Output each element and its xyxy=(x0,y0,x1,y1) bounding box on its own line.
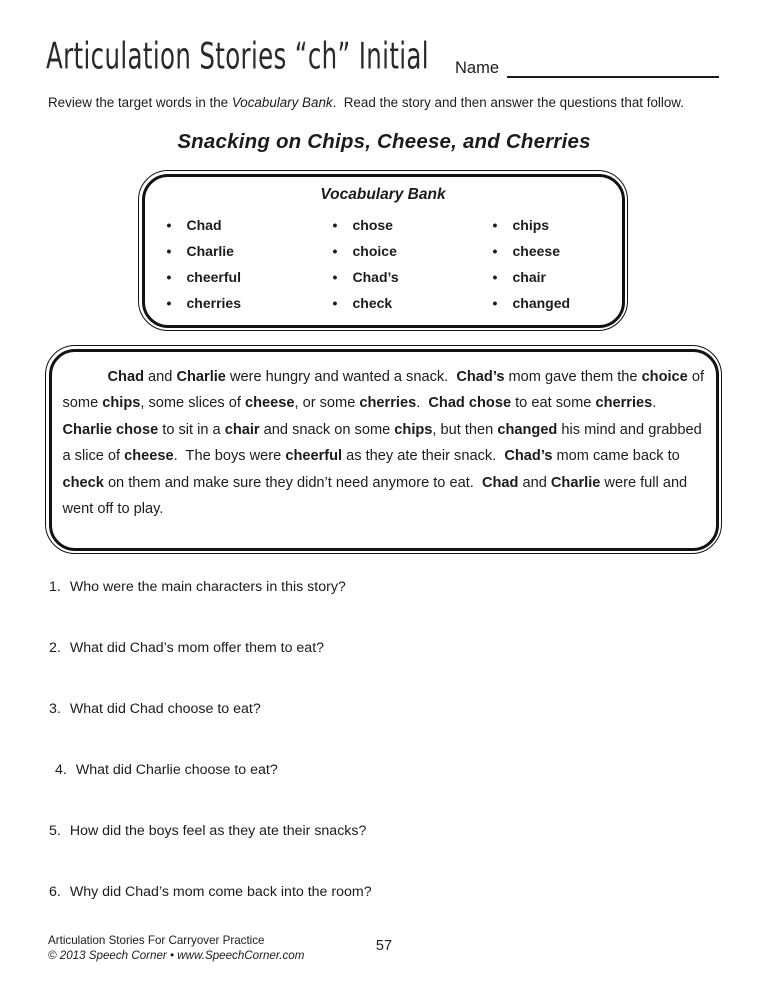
question-text: What did Charlie choose to eat? xyxy=(75,762,278,778)
vocab-word-label: cheese xyxy=(512,242,560,259)
vocab-word xyxy=(333,217,493,234)
question-number: 1. xyxy=(49,579,61,595)
story-title: Snacking on Chips, Cheese, and Cherries xyxy=(177,130,591,153)
bullet-icon: • xyxy=(332,216,338,233)
vocab-word-label: check xyxy=(352,294,393,311)
bullet-icon: • xyxy=(166,216,172,233)
bullet-icon: • xyxy=(492,294,498,311)
instructions-text: Review the target words in the Vocabulary Bank. Read the story and then answer the questions that follow. xyxy=(48,95,684,110)
name-blank-line xyxy=(507,58,719,78)
vocabulary-bank-box xyxy=(138,170,628,331)
vocab-word-label: chose xyxy=(352,216,393,233)
vocab-column-2 xyxy=(333,217,493,321)
vocab-word-label: changed xyxy=(512,294,571,311)
vocab-word xyxy=(167,269,333,286)
question-6 xyxy=(49,883,709,901)
question-1 xyxy=(49,578,709,596)
vocab-word-label: cheerful xyxy=(186,268,241,285)
question-number: 4. xyxy=(55,762,67,778)
vocab-word xyxy=(167,295,333,312)
story-inner-border xyxy=(49,349,719,551)
vocab-word xyxy=(167,243,333,260)
vocab-word xyxy=(333,269,493,286)
footer-series-title: Articulation Stories For Carryover Practice xyxy=(48,934,265,947)
bullet-icon: • xyxy=(166,294,172,311)
footer-copyright: © 2013 Speech Corner • www.SpeechCorner.com xyxy=(48,949,305,962)
bullet-icon: • xyxy=(492,242,498,259)
questions-list xyxy=(49,578,709,944)
vocabulary-bank-title: Vocabulary Bank xyxy=(320,185,446,203)
bullet-icon: • xyxy=(166,268,172,285)
question-number: 5. xyxy=(49,823,61,839)
bullet-icon: • xyxy=(332,242,338,259)
vocab-word xyxy=(333,243,493,260)
name-label: Name xyxy=(455,59,500,77)
question-text: What did Chad’s mom offer them to eat? xyxy=(69,640,325,656)
vocab-word-label: choice xyxy=(352,242,397,259)
bullet-icon: • xyxy=(492,216,498,233)
question-number: 3. xyxy=(49,701,61,717)
bullet-icon: • xyxy=(492,268,498,285)
vocab-word-label: chips xyxy=(512,216,550,233)
question-number: 2. xyxy=(49,640,61,656)
bullet-icon: • xyxy=(166,242,172,259)
vocab-word xyxy=(493,295,622,312)
vocabulary-grid xyxy=(145,204,622,321)
vocab-word xyxy=(493,217,622,234)
vocab-word-label: Chad xyxy=(186,216,222,233)
story-box xyxy=(45,345,722,554)
vocab-word xyxy=(493,243,622,260)
vocab-word xyxy=(333,295,493,312)
bullet-icon: • xyxy=(332,294,338,311)
question-2 xyxy=(49,639,709,657)
vocabulary-bank-inner-border xyxy=(142,174,625,328)
question-text: Who were the main characters in this story? xyxy=(69,579,346,595)
vocab-column-1 xyxy=(167,217,333,321)
vocab-word xyxy=(493,269,622,286)
vocab-word-label: Chad’s xyxy=(352,268,399,285)
question-text: What did Chad choose to eat? xyxy=(69,701,261,717)
page-title: Articulation Stories “ch” Initial xyxy=(46,36,429,78)
name-field xyxy=(455,58,719,78)
vocab-word-label: chair xyxy=(512,268,546,285)
question-5 xyxy=(49,822,709,840)
page-number: 57 xyxy=(375,938,393,954)
question-text: How did the boys feel as they ate their snacks? xyxy=(69,823,367,839)
question-number: 6. xyxy=(49,884,61,900)
vocab-word xyxy=(167,217,333,234)
vocab-word-label: Charlie xyxy=(186,242,234,259)
vocab-word-label: cherries xyxy=(186,294,241,311)
question-4 xyxy=(49,761,709,779)
question-3 xyxy=(49,700,709,718)
question-text: Why did Chad’s mom come back into the room? xyxy=(69,884,372,900)
bullet-icon: • xyxy=(332,268,338,285)
vocab-column-3 xyxy=(493,217,622,321)
story-text: Chad and Charlie were hungry and wanted a snack. Chad’s mom gave them the choice of some chips, some slices of cheese, or some cherries. Chad chose to eat some cherries. Charlie chose to sit in a chair and snack on some chips, but then changed his mind and grabbed a slice of cheese. The boys were cheerful as they ate their snack. Chad’s mom came back to check on them and make sure they didn’t need anymore to eat. Chad and Charlie were full and went off to play. xyxy=(62,368,709,517)
